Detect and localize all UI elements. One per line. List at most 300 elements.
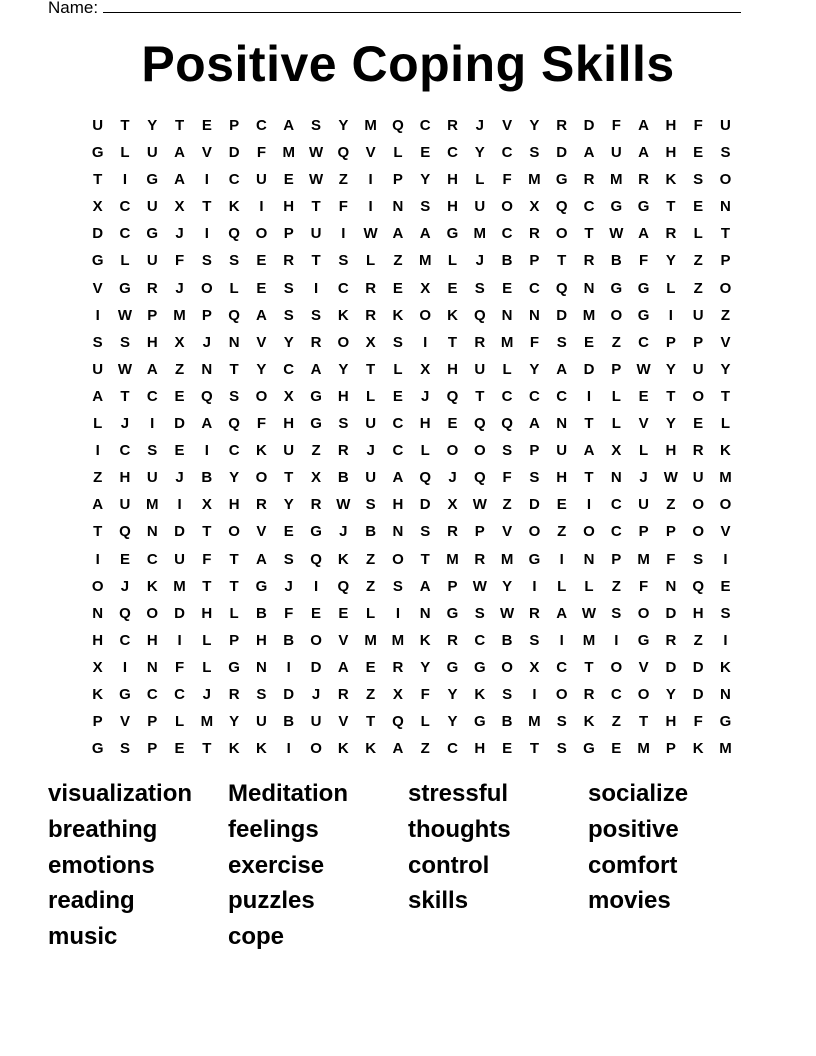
- grid-letter: T: [475, 387, 485, 405]
- grid-letter: R: [583, 685, 595, 703]
- grid-letter: A: [256, 550, 267, 568]
- grid-letter: Z: [393, 252, 403, 270]
- grid-letter: A: [392, 469, 404, 487]
- grid-letter: Z: [311, 442, 321, 460]
- grid-letter: B: [501, 252, 513, 270]
- grid-letter: J: [175, 225, 184, 243]
- grid-row: [84, 220, 739, 247]
- grid-letter: E: [502, 279, 513, 297]
- word-bank-item: comfort: [588, 851, 678, 879]
- grid-letter: Q: [692, 577, 705, 595]
- grid-letter: C: [610, 685, 622, 703]
- grid-letter: W: [609, 225, 624, 243]
- grid-letter: H: [447, 198, 458, 216]
- grid-letter: Q: [473, 469, 486, 487]
- grid-row: [84, 356, 739, 383]
- grid-letter: Q: [473, 415, 486, 433]
- grid-letter: L: [475, 171, 485, 189]
- grid-letter: R: [692, 442, 704, 460]
- grid-letter: N: [501, 306, 513, 324]
- grid-letter: J: [311, 685, 321, 703]
- grid-letter: Q: [228, 225, 240, 243]
- grid-letter: H: [337, 387, 349, 405]
- grid-letter: O: [501, 198, 513, 216]
- grid-letter: M: [282, 144, 295, 162]
- grid-letter: Z: [174, 360, 185, 378]
- grid-letter: T: [666, 387, 676, 405]
- grid-letter: S: [720, 144, 731, 162]
- grid-letter: M: [719, 740, 732, 758]
- grid-row: [84, 139, 739, 166]
- grid-letter: K: [392, 306, 404, 324]
- grid-letter: C: [256, 117, 267, 134]
- grid-letter: D: [419, 496, 431, 514]
- grid-letter: R: [583, 252, 595, 270]
- grid-letter: S: [529, 631, 540, 649]
- grid-letter: I: [204, 442, 209, 460]
- grid-row: [84, 600, 739, 627]
- grid-letter: R: [310, 333, 322, 351]
- grid-letter: A: [638, 117, 649, 134]
- grid-letter: L: [366, 252, 376, 270]
- grid-letter: J: [421, 387, 430, 405]
- grid-letter: T: [120, 117, 130, 134]
- grid-letter: L: [174, 713, 185, 731]
- grid-letter: I: [177, 496, 182, 514]
- grid-letter: U: [92, 117, 104, 134]
- grid-letter: S: [420, 523, 431, 541]
- grid-letter: G: [91, 252, 104, 270]
- grid-letter: K: [720, 658, 731, 676]
- grid-letter: H: [474, 740, 486, 758]
- grid-letter: S: [365, 496, 376, 514]
- grid-letter: F: [666, 550, 676, 568]
- grid-letter: I: [204, 171, 209, 189]
- grid-letter: I: [150, 415, 155, 433]
- grid-letter: Z: [366, 685, 376, 703]
- grid-letter: L: [366, 604, 376, 622]
- grid-letter: Q: [419, 469, 432, 487]
- grid-letter: M: [391, 631, 405, 649]
- grid-letter: W: [663, 469, 678, 487]
- grid-letter: B: [337, 469, 349, 487]
- grid-letter: C: [119, 198, 131, 216]
- grid-letter: A: [92, 387, 104, 405]
- grid-letter: G: [473, 713, 486, 731]
- grid-letter: U: [256, 171, 267, 189]
- grid-letter: O: [637, 685, 650, 703]
- grid-letter: J: [475, 117, 484, 134]
- grid-letter: V: [338, 631, 349, 649]
- grid-letter: Q: [501, 415, 513, 433]
- grid-letter: C: [556, 387, 568, 405]
- grid-letter: P: [92, 713, 103, 731]
- grid-row: [84, 708, 739, 735]
- grid-letter: X: [174, 333, 185, 351]
- grid-letter: W: [363, 225, 378, 243]
- grid-letter: M: [637, 740, 650, 758]
- grid-letter: K: [474, 685, 486, 703]
- grid-letter: S: [229, 387, 240, 405]
- grid-row: [84, 329, 739, 356]
- grid-letter: K: [365, 740, 377, 758]
- grid-letter: E: [174, 740, 185, 758]
- grid-letter: G: [555, 171, 568, 189]
- grid-letter: P: [665, 740, 676, 758]
- grid-letter: U: [692, 469, 704, 487]
- grid-letter: I: [286, 740, 291, 758]
- grid-letter: Q: [555, 198, 568, 216]
- grid-letter: C: [228, 442, 240, 460]
- grid-letter: S: [502, 442, 513, 460]
- grid-letter: P: [283, 225, 294, 243]
- grid-letter: F: [529, 333, 539, 351]
- name-field: [48, 0, 741, 19]
- grid-letter: T: [584, 415, 594, 433]
- grid-letter: O: [501, 658, 513, 676]
- grid-letter: J: [475, 252, 484, 270]
- grid-letter: X: [311, 469, 322, 487]
- grid-letter: I: [586, 496, 592, 514]
- grid-letter: G: [310, 415, 322, 433]
- grid-letter: Z: [720, 306, 731, 324]
- grid-letter: Y: [229, 713, 240, 731]
- grid-letter: C: [528, 279, 540, 297]
- grid-letter: E: [638, 387, 649, 405]
- grid-letter: J: [120, 577, 130, 595]
- grid-letter: L: [120, 252, 130, 270]
- grid-letter: O: [446, 442, 459, 460]
- grid-letter: S: [201, 252, 212, 270]
- grid-letter: S: [283, 306, 294, 324]
- grid-letter: R: [228, 685, 240, 703]
- grid-letter: F: [639, 252, 649, 270]
- grid-letter: S: [556, 333, 567, 351]
- grid-letter: G: [255, 577, 268, 595]
- grid-letter: Z: [611, 577, 621, 595]
- grid-letter: O: [419, 306, 432, 324]
- grid-row: [84, 464, 739, 491]
- grid-row: [84, 302, 739, 329]
- grid-letter: M: [364, 117, 377, 134]
- grid-letter: T: [666, 198, 676, 216]
- grid-letter: S: [92, 333, 103, 351]
- grid-letter: E: [693, 415, 704, 433]
- grid-letter: R: [583, 171, 595, 189]
- grid-letter: K: [228, 740, 240, 758]
- grid-letter: E: [693, 198, 704, 216]
- grid-letter: S: [556, 713, 567, 731]
- grid-letter: C: [228, 171, 240, 189]
- word-bank-item: feelings: [228, 815, 319, 843]
- grid-letter: Q: [119, 604, 131, 622]
- grid-letter: T: [229, 550, 239, 568]
- grid-letter: Z: [338, 171, 348, 189]
- grid-letter: D: [692, 685, 704, 703]
- grid-letter: A: [92, 496, 104, 514]
- grid-letter: Q: [555, 279, 568, 297]
- grid-letter: S: [693, 171, 704, 189]
- grid-letter: Y: [665, 360, 676, 378]
- grid-letter: J: [339, 523, 348, 541]
- grid-letter: T: [420, 550, 430, 568]
- grid-letter: I: [423, 333, 428, 351]
- grid-letter: T: [174, 117, 185, 134]
- grid-letter: P: [611, 360, 622, 378]
- grid-letter: G: [446, 604, 459, 622]
- grid-letter: L: [393, 360, 403, 378]
- grid-letter: Q: [392, 713, 404, 731]
- grid-letter: A: [528, 415, 540, 433]
- grid-letter: Z: [693, 631, 703, 649]
- grid-letter: G: [119, 279, 131, 297]
- grid-letter: F: [693, 713, 703, 731]
- grid-letter: W: [117, 306, 133, 324]
- grid-letter: F: [693, 117, 703, 134]
- grid-letter: R: [665, 631, 677, 649]
- grid-letter: S: [338, 415, 349, 433]
- grid-letter: I: [204, 225, 209, 243]
- grid-letter: P: [392, 171, 403, 189]
- grid-letter: R: [365, 306, 377, 324]
- grid-letter: C: [528, 387, 540, 405]
- grid-letter: E: [720, 577, 731, 595]
- grid-letter: X: [283, 387, 294, 405]
- grid-letter: U: [365, 469, 377, 487]
- grid-letter: G: [610, 279, 623, 297]
- grid-letter: S: [392, 333, 403, 351]
- grid-letter: F: [502, 171, 512, 189]
- grid-letter: O: [146, 604, 159, 622]
- grid-letter: C: [556, 658, 568, 676]
- grid-letter: A: [146, 360, 158, 378]
- grid-letter: E: [283, 523, 294, 541]
- grid-row: [84, 247, 739, 274]
- grid-letter: O: [255, 387, 268, 405]
- grid-letter: R: [146, 279, 158, 297]
- grid-letter: U: [474, 360, 486, 378]
- grid-letter: X: [420, 279, 431, 297]
- grid-letter: E: [392, 279, 403, 297]
- grid-letter: O: [692, 387, 705, 405]
- grid-letter: U: [146, 469, 158, 487]
- grid-letter: H: [228, 496, 240, 514]
- grid-letter: X: [529, 198, 540, 216]
- grid-letter: F: [502, 469, 512, 487]
- grid-letter: O: [555, 225, 568, 243]
- grid-letter: G: [637, 198, 650, 216]
- grid-letter: U: [610, 144, 622, 162]
- grid-letter: G: [446, 225, 459, 243]
- grid-letter: Q: [337, 577, 350, 595]
- grid-letter: S: [283, 550, 294, 568]
- grid-letter: K: [337, 550, 349, 568]
- grid-letter: T: [584, 658, 594, 676]
- grid-letter: T: [202, 523, 212, 541]
- grid-letter: U: [310, 225, 322, 243]
- grid-letter: M: [582, 306, 596, 324]
- grid-letter: P: [147, 713, 158, 731]
- grid-letter: E: [338, 604, 349, 622]
- grid-letter: Y: [720, 360, 731, 378]
- grid-letter: B: [283, 631, 295, 649]
- grid-letter: Y: [474, 144, 485, 162]
- grid-letter: O: [310, 740, 322, 758]
- grid-letter: M: [145, 496, 159, 514]
- grid-letter: U: [692, 306, 704, 324]
- grid-letter: T: [229, 577, 239, 595]
- grid-letter: E: [283, 171, 294, 189]
- grid-letter: R: [365, 279, 377, 297]
- grid-letter: M: [200, 713, 214, 731]
- grid-letter: Z: [502, 496, 512, 514]
- grid-letter: O: [637, 604, 650, 622]
- grid-letter: A: [638, 144, 649, 162]
- grid-letter: S: [529, 469, 540, 487]
- grid-letter: T: [202, 740, 212, 758]
- grid-letter: M: [418, 252, 432, 270]
- grid-letter: K: [228, 198, 240, 216]
- grid-letter: X: [174, 198, 185, 216]
- grid-letter: F: [256, 144, 267, 162]
- grid-letter: A: [583, 144, 595, 162]
- grid-letter: V: [256, 523, 267, 541]
- grid-letter: R: [447, 631, 458, 649]
- grid-letter: C: [447, 144, 458, 162]
- grid-letter: L: [611, 415, 621, 433]
- grid-letter: N: [256, 658, 267, 676]
- grid-letter: I: [122, 658, 128, 676]
- grid-letter: I: [313, 279, 319, 297]
- grid-letter: H: [665, 117, 677, 134]
- grid-letter: T: [557, 252, 567, 270]
- grid-letter: S: [392, 577, 403, 595]
- grid-row: [84, 546, 739, 573]
- grid-letter: L: [93, 415, 103, 433]
- grid-letter: C: [119, 442, 131, 460]
- word-bank-item: stressful: [408, 780, 509, 807]
- grid-letter: B: [283, 713, 295, 731]
- grid-letter: O: [473, 442, 486, 460]
- grid-letter: X: [92, 198, 103, 216]
- grid-letter: F: [338, 198, 348, 216]
- grid-letter: H: [146, 631, 158, 649]
- grid-letter: W: [308, 171, 324, 189]
- grid-letter: S: [474, 604, 485, 622]
- grid-letter: R: [337, 442, 349, 460]
- grid-letter: O: [228, 523, 240, 541]
- grid-letter: K: [146, 577, 158, 595]
- grid-letter: G: [91, 740, 104, 758]
- grid-letter: Y: [420, 171, 431, 189]
- grid-letter: C: [283, 360, 295, 378]
- grid-letter: Q: [228, 306, 240, 324]
- grid-letter: P: [529, 442, 540, 460]
- grid-letter: R: [638, 171, 649, 189]
- grid-letter: T: [366, 360, 376, 378]
- grid-row: [84, 654, 739, 681]
- grid-letter: Y: [229, 469, 240, 487]
- grid-letter: Y: [338, 117, 349, 134]
- grid-letter: R: [447, 117, 458, 134]
- grid-letter: Q: [201, 387, 213, 405]
- grid-letter: W: [336, 496, 351, 514]
- word-bank: [48, 778, 768, 957]
- grid-letter: J: [120, 415, 130, 433]
- grid-letter: V: [638, 415, 649, 433]
- grid-letter: K: [583, 713, 595, 731]
- grid-letter: M: [528, 713, 541, 731]
- grid-letter: F: [284, 604, 294, 622]
- grid-letter: F: [256, 415, 267, 433]
- grid-letter: Y: [147, 117, 158, 134]
- grid-letter: D: [283, 685, 295, 703]
- grid-letter: G: [228, 658, 240, 676]
- grid-letter: R: [474, 550, 486, 568]
- grid-letter: A: [283, 117, 295, 134]
- grid-letter: R: [337, 685, 349, 703]
- grid-letter: I: [122, 171, 128, 189]
- grid-letter: B: [501, 631, 513, 649]
- grid-letter: Q: [310, 550, 322, 568]
- grid-letter: I: [95, 442, 100, 460]
- grid-letter: O: [692, 496, 705, 514]
- grid-letter: N: [720, 198, 731, 216]
- grid-letter: I: [559, 550, 564, 568]
- grid-letter: M: [500, 550, 514, 568]
- grid-letter: O: [255, 225, 268, 243]
- grid-letter: J: [175, 469, 184, 487]
- grid-letter: K: [337, 306, 349, 324]
- grid-letter: B: [201, 469, 213, 487]
- grid-letter: U: [638, 496, 649, 514]
- grid-row: [84, 193, 739, 220]
- grid-letter: X: [92, 658, 103, 676]
- grid-letter: M: [173, 306, 186, 324]
- grid-letter: P: [693, 333, 704, 351]
- grid-letter: M: [637, 550, 650, 568]
- grid-letter: O: [255, 469, 268, 487]
- grid-letter: S: [474, 279, 485, 297]
- grid-letter: S: [283, 279, 294, 297]
- grid-letter: U: [92, 360, 104, 378]
- grid-letter: T: [284, 469, 294, 487]
- grid-letter: Q: [446, 387, 459, 405]
- grid-letter: T: [229, 360, 239, 378]
- grid-letter: E: [256, 252, 267, 270]
- grid-letter: O: [719, 496, 732, 514]
- grid-letter: T: [93, 523, 103, 541]
- grid-letter: S: [311, 306, 322, 324]
- grid-letter: H: [447, 171, 458, 189]
- grid-letter: R: [528, 604, 540, 622]
- grid-letter: G: [637, 306, 650, 324]
- grid-letter: F: [202, 550, 212, 568]
- grid-letter: U: [692, 360, 704, 378]
- grid-letter: V: [119, 713, 130, 731]
- grid-letter: O: [201, 279, 213, 297]
- grid-row: [84, 518, 739, 545]
- grid-letter: R: [310, 496, 322, 514]
- grid-row: [84, 410, 739, 437]
- grid-letter: O: [91, 577, 104, 595]
- grid-letter: G: [310, 387, 322, 405]
- grid-letter: G: [528, 550, 541, 568]
- grid-row: [84, 112, 739, 139]
- grid-letter: N: [556, 415, 568, 433]
- grid-letter: C: [337, 279, 349, 297]
- grid-letter: N: [665, 577, 677, 595]
